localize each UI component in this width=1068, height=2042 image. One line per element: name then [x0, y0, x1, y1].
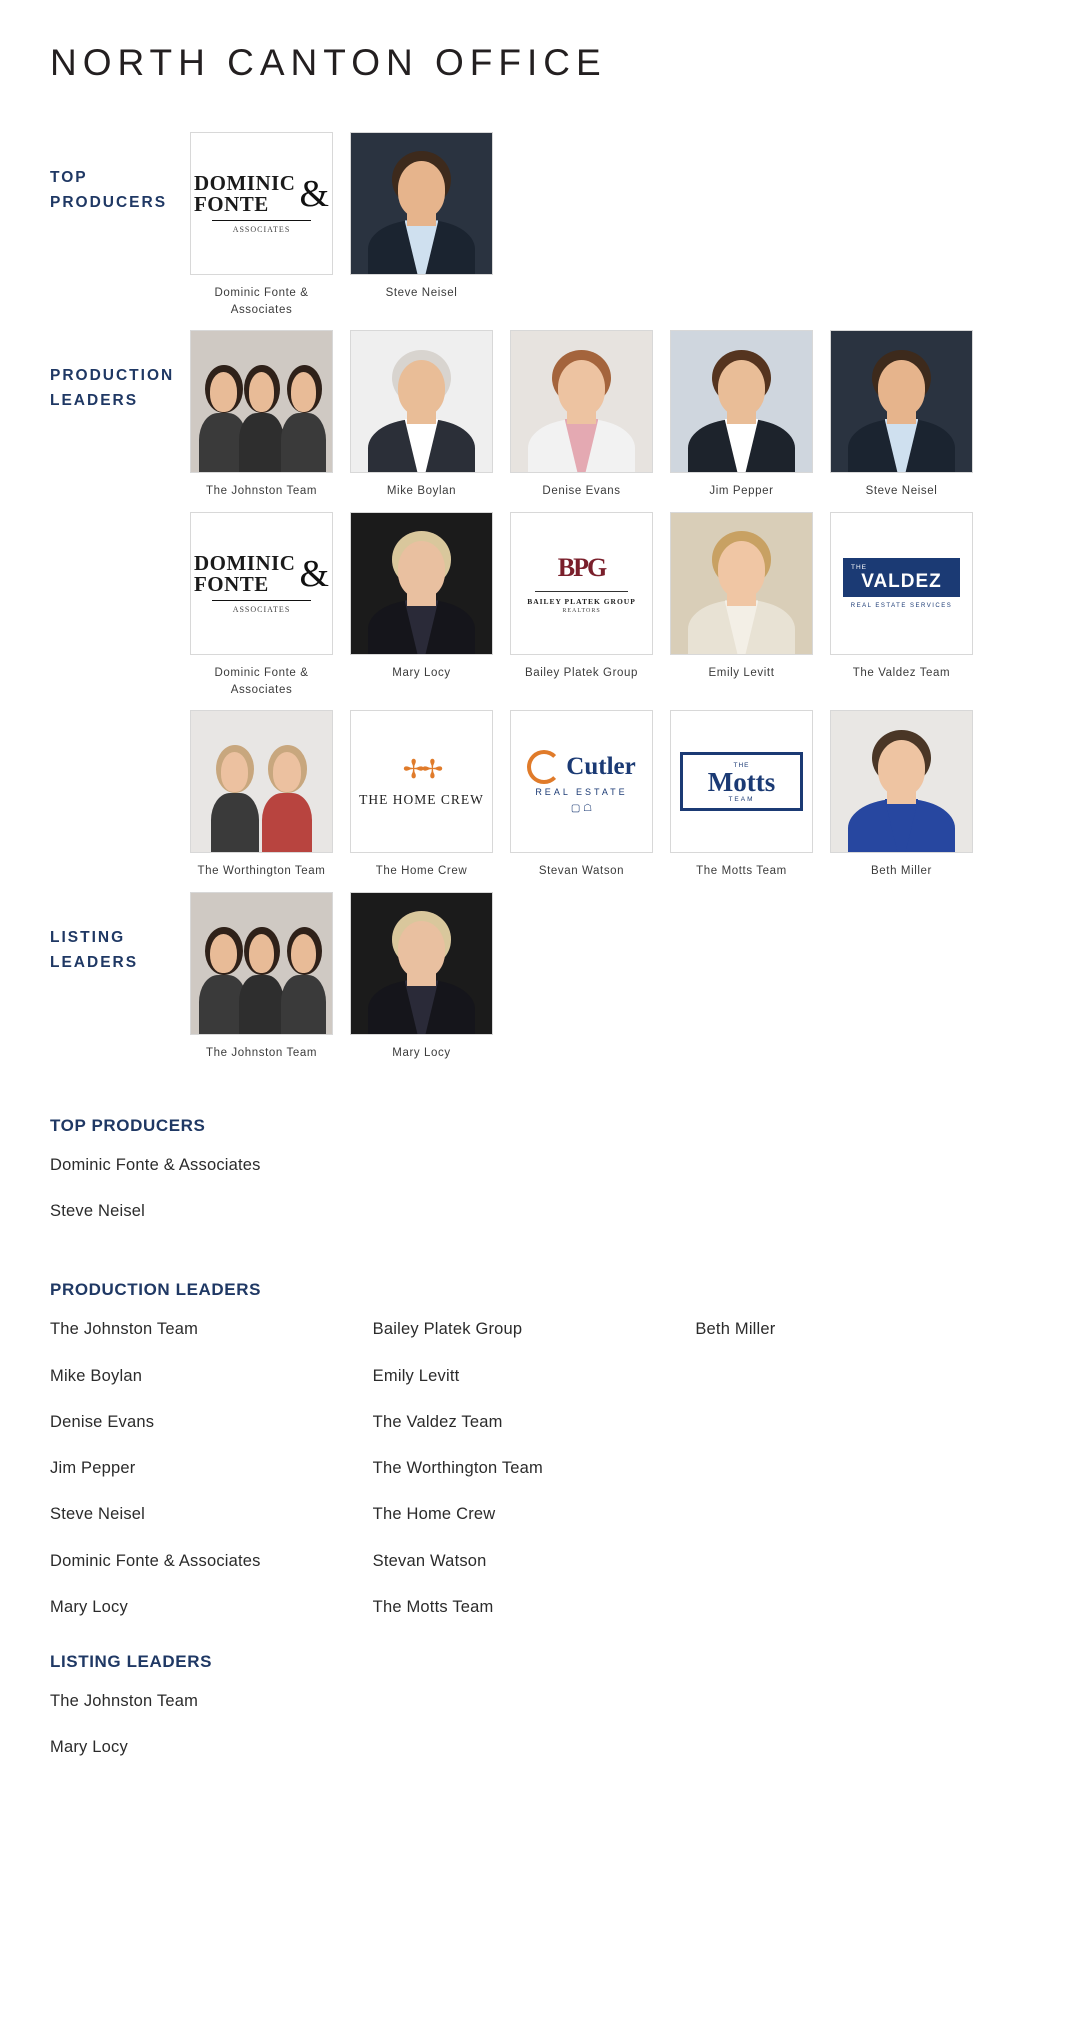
group-photo [191, 331, 332, 472]
portrait-photo [671, 513, 812, 654]
list-item: The Valdez Team [372, 1412, 503, 1431]
portrait-photo [351, 513, 492, 654]
card-thumbnail [190, 330, 333, 473]
card-thumbnail [350, 710, 493, 853]
card-caption: Dominic Fonte & Associates [214, 667, 309, 696]
card-thumbnail [670, 710, 813, 853]
company-logo: THE Motts TEAM [671, 711, 812, 852]
company-logo: THE VALDEZ REAL ESTATE SERVICES [831, 513, 972, 654]
card-caption: Stevan Watson [538, 865, 625, 878]
award-card[interactable] [190, 330, 333, 500]
award-card[interactable] [350, 892, 493, 1062]
card-thumbnail [190, 132, 333, 275]
card-thumbnail [830, 512, 973, 655]
list-item: Steve Neisel [50, 1505, 146, 1524]
card-caption: Emily Levitt [708, 667, 775, 680]
list-item: The Johnston Team [50, 1692, 199, 1711]
list-item: Jim Pepper [50, 1459, 136, 1478]
card-caption: The Home Crew [375, 865, 468, 878]
name-column [695, 1318, 1018, 1618]
list-item: Dominic Fonte & Associates [50, 1551, 261, 1570]
card-caption: The Valdez Team [852, 667, 951, 680]
list-item: The Motts Team [372, 1597, 494, 1616]
list-item: Emily Levitt [372, 1366, 460, 1385]
section-label-spacer [0, 710, 190, 744]
company-logo: Cutler REAL ESTATE ▢ ☖ [511, 711, 652, 852]
card-thumbnail [190, 710, 333, 853]
company-logo: DOMINIC FONTE & ASSOCIATES [191, 513, 332, 654]
card-caption: Bailey Platek Group [524, 667, 639, 680]
list-heading: TOP PRODUCERS [50, 1115, 206, 1135]
list-item: Stevan Watson [372, 1551, 487, 1570]
award-card[interactable] [190, 892, 333, 1062]
card-caption: The Worthington Team [197, 865, 326, 878]
portrait-photo [831, 711, 972, 852]
list-item: Denise Evans [50, 1412, 155, 1431]
card-caption: Denise Evans [542, 485, 621, 498]
name-column [50, 1154, 383, 1247]
card-thumbnail [510, 330, 653, 473]
company-logo: DOMINIC FONTE & ASSOCIATES [191, 133, 332, 274]
award-card[interactable] [510, 330, 653, 500]
name-column [373, 1318, 696, 1618]
gallery-row [0, 710, 1068, 880]
section-label-production-leaders: PRODUCTION LEADERS [50, 367, 175, 410]
name-columns [50, 1690, 1018, 1783]
card-thumbnail [830, 710, 973, 853]
company-logo: ✢✢ THE HOME CREW [351, 711, 492, 852]
award-card[interactable] [510, 710, 653, 880]
list-item: Mary Locy [50, 1738, 128, 1757]
award-card[interactable] [830, 330, 973, 500]
section-label-top-producers: TOP PRODUCERS [50, 169, 168, 211]
card-thumbnail [350, 330, 493, 473]
award-lists [0, 1116, 1068, 1823]
list-item: Mary Locy [50, 1597, 128, 1616]
section-label-listing-leaders: LISTING LEADERS [50, 929, 139, 971]
card-thumbnail [350, 892, 493, 1035]
card-thumbnail [350, 132, 493, 275]
list-item: Mike Boylan [50, 1366, 143, 1385]
portrait-photo [351, 331, 492, 472]
award-card[interactable] [350, 132, 493, 318]
card-strip [190, 892, 510, 1062]
list-item: Beth Miller [695, 1320, 776, 1339]
award-card[interactable] [190, 132, 333, 318]
page-title: NORTH CANTON OFFICE [50, 42, 607, 83]
award-card[interactable] [510, 512, 653, 698]
list-item: The Worthington Team [372, 1459, 543, 1478]
list-heading: PRODUCTION LEADERS [50, 1280, 262, 1300]
group-photo [191, 893, 332, 1034]
company-logo: BPG BAILEY PLATEK GROUP REALTORS [511, 513, 652, 654]
card-caption: Mary Locy [392, 1047, 451, 1060]
card-caption: Mary Locy [392, 667, 451, 680]
card-thumbnail [670, 512, 813, 655]
card-strip [190, 330, 990, 500]
award-card[interactable] [190, 512, 333, 698]
card-caption: Mike Boylan [386, 485, 457, 498]
card-caption: The Motts Team [696, 865, 787, 878]
award-card[interactable] [670, 512, 813, 698]
gallery-row [0, 892, 1068, 1062]
card-thumbnail [670, 330, 813, 473]
card-strip [190, 512, 990, 698]
name-columns [50, 1154, 1018, 1247]
card-thumbnail [830, 330, 973, 473]
portrait-photo [351, 133, 492, 274]
card-caption: Dominic Fonte & Associates [214, 287, 309, 316]
award-card[interactable] [190, 710, 333, 880]
card-caption: Steve Neisel [385, 287, 458, 299]
section-label-spacer [0, 512, 190, 546]
award-card[interactable] [670, 330, 813, 500]
card-caption: Jim Pepper [709, 485, 774, 498]
gallery-row [0, 330, 1068, 500]
portrait-photo [511, 331, 652, 472]
list-item: Steve Neisel [50, 1201, 146, 1220]
award-card[interactable] [350, 710, 493, 880]
award-card[interactable] [350, 330, 493, 500]
portrait-photo [671, 331, 812, 472]
list-item: Bailey Platek Group [372, 1320, 523, 1339]
card-caption: Steve Neisel [865, 485, 938, 498]
page-root [0, 42, 1068, 2042]
card-caption: Beth Miller [871, 865, 932, 878]
award-card[interactable] [350, 512, 493, 698]
name-column [50, 1318, 373, 1618]
portrait-photo [831, 331, 972, 472]
name-column [50, 1690, 383, 1783]
card-strip [190, 132, 510, 318]
award-card[interactable] [830, 710, 973, 880]
card-thumbnail [190, 892, 333, 1035]
award-gallery [0, 132, 1068, 1062]
portrait-photo [351, 893, 492, 1034]
list-item: The Johnston Team [50, 1320, 199, 1339]
gallery-row [0, 512, 1068, 698]
card-caption: The Johnston Team [206, 1047, 317, 1060]
card-thumbnail [510, 512, 653, 655]
card-strip [190, 710, 990, 880]
gallery-row [0, 132, 1068, 318]
name-columns [50, 1318, 1018, 1618]
card-thumbnail [510, 710, 653, 853]
award-card[interactable] [670, 710, 813, 880]
list-item: The Home Crew [372, 1505, 496, 1524]
list-item: Dominic Fonte & Associates [50, 1155, 261, 1174]
group-photo [191, 711, 332, 852]
card-thumbnail [350, 512, 493, 655]
award-card[interactable] [830, 512, 973, 698]
card-caption: The Johnston Team [206, 485, 317, 498]
list-heading: LISTING LEADERS [50, 1652, 213, 1672]
card-thumbnail [190, 512, 333, 655]
